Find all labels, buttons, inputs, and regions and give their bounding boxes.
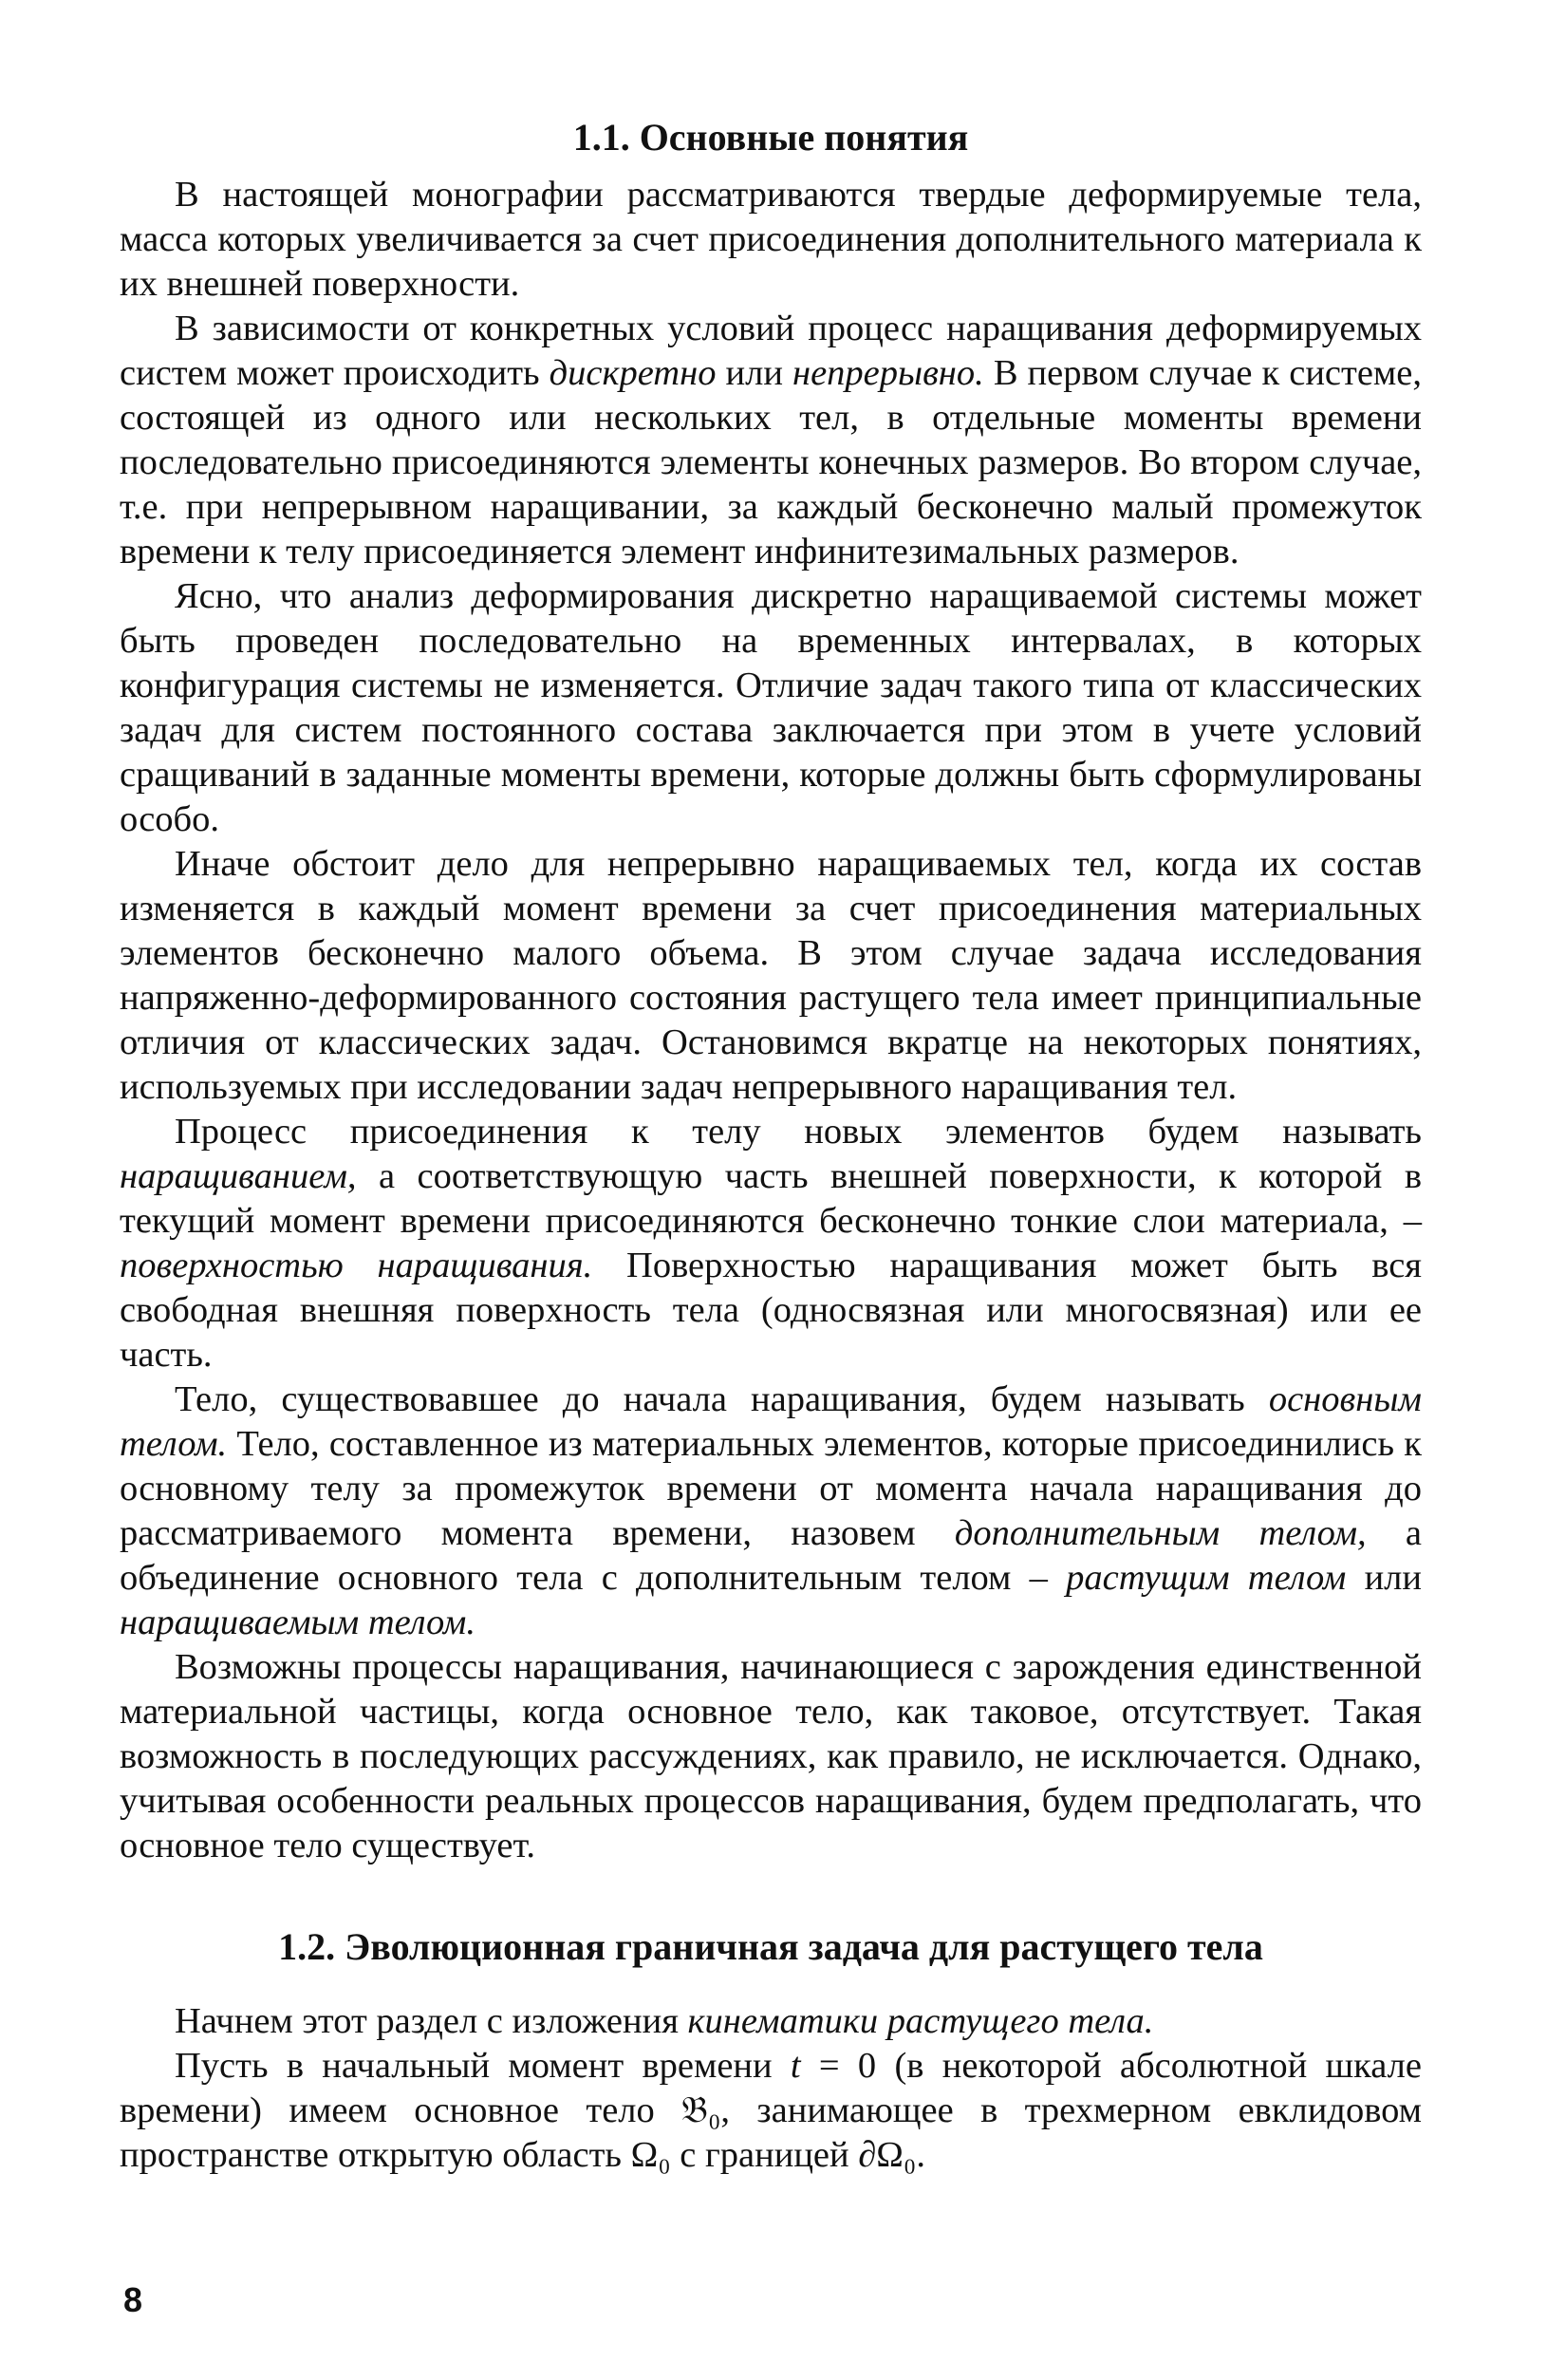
paragraph: Начнем этот раздел с изложения кинематики растущего тела. [175,2001,1154,2041]
emphasis: непрерывно. [792,353,984,393]
paragraph: Иначе обстоит дело для непрерывно наращиваемых тел, когда их состав изменяется в каждый момент времени за счет присоединения материальных элементов бесконечно малого объема. В этом случае задача исследования напряженно-деформированного состояния растущего тела имеет принципиальные отличия от классических задач. Остановимся вкратце на некоторых понятиях, используемых при исследовании задач непрерывного наращивания тел. [120,844,1422,1107]
emphasis: наращиваемым телом. [120,1602,475,1642]
paragraph: Возможны процессы наращивания, начинающиеся с зарождения единственной материальной частицы, когда основное тело, как таковое, отсутствует. Такая возможность в последующих рассуждениях, как правило, не исключается. Однако, учитывая особенности реальных процессов наращивания, будем предполагать, что основное тело существует. [120,1647,1422,1865]
emphasis: основным телом. [120,1379,1422,1464]
math-symbol: ∂Ω₀ [858,2135,917,2175]
paragraph: В настоящей монографии рассматриваются твердые деформируемые тела, масса которых увеличивается за счет присоединения дополнительного материала к их внешней поверхности. [120,175,1422,304]
emphasis: наращиванием, [120,1156,357,1196]
emphasis: дискретно [549,353,717,393]
emphasis: кинематики растущего тела. [687,2001,1154,2041]
paragraph: Процесс присоединения к телу новых элементов будем называть наращиванием, а соответствующую часть внешней поверхности, к которой в текущий момент времени присоединяются бесконечно тонкие слои материала, – поверхностью наращивания. Поверхностью наращивания может быть вся свободная внешняя поверхность тела (односвязная или многосвязная) или ее часть. [120,1112,1422,1375]
emphasis: дополнительным телом, [954,1513,1367,1553]
math-symbol: 𝔅₀ [681,2090,721,2130]
math-variable: t [790,2046,801,2086]
math-symbol: Ω₀ [630,2135,671,2175]
text-column [120,114,1422,2178]
section-1-heading: 1.1. Основные понятия [572,116,969,159]
emphasis: поверхностью наращивания. [120,1246,593,1285]
paragraph: Тело, существовавшее до начала наращивания, будем называть основным телом. Тело, составленное из материальных элементов, которые присоединились к основному телу за промежуток времени от момента начала наращивания до рассматриваемого момента времени, назовем дополнительным телом, а объединение основного тела с дополнительным телом – растущим телом или наращиваемым телом. [120,1379,1422,1642]
paragraph: Ясно, что анализ деформирования дискретно наращиваемой системы может быть проведен последовательно на временных интервалах, в которых конфигурация системы не изменяется. Отличие задач такого типа от классических задач для систем постоянного состава заключается при этом в учете условий сращиваний в заданные моменты времени, которые должны быть сформулированы особо. [120,576,1422,839]
paragraph: Пусть в начальный момент времени t = 0 (в некоторой абсолютной шкале времени) имеем основное тело 𝔅₀, занимающее в трехмерном евклидовом пространстве открытую область Ω₀ с границей ∂Ω₀. [120,2046,1423,2175]
page-number: 8 [123,2280,143,2319]
section-2-heading: 1.2. Эволюционная граничная задача для растущего тела [278,1925,1263,1968]
emphasis: растущим телом [1066,1558,1347,1598]
paragraph: В зависимости от конкретных условий процесс наращивания деформируемых систем может происходить дискретно или непрерывно. В первом случае к системе, состоящей из одного или нескольких тел, в отдельные моменты времени последовательно присоединяются элементы конечных размеров. Во втором случае, т.е. при непрерывном наращивании, за каждый бесконечно малый промежуток времени к телу присоединяется элемент инфинитезимальных размеров. [120,309,1422,572]
